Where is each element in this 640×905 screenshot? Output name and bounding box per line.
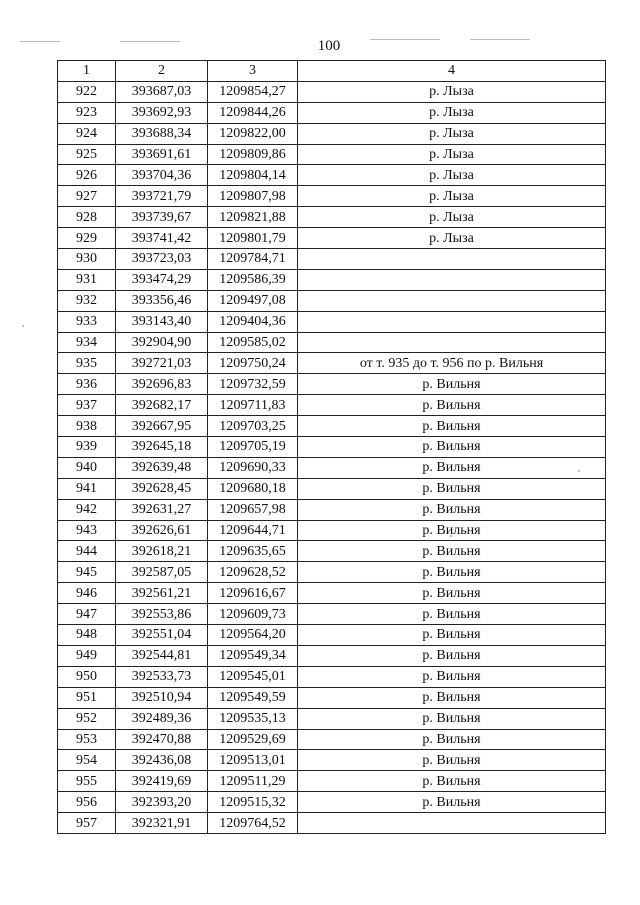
table-row — [58, 186, 606, 207]
y-coordinate-cell: 1209549,34 — [208, 645, 298, 666]
x-coordinate-cell: 393739,67 — [116, 207, 208, 228]
x-coordinate-cell: 392470,88 — [116, 729, 208, 750]
point-number-cell: 923 — [58, 102, 116, 123]
table-row — [58, 792, 606, 813]
y-coordinate-cell: 1209822,00 — [208, 123, 298, 144]
point-number-cell: 933 — [58, 311, 116, 332]
y-coordinate-cell: 1209644,71 — [208, 520, 298, 541]
x-coordinate-cell: 392645,18 — [116, 437, 208, 458]
point-number-cell: 957 — [58, 813, 116, 834]
table-row — [58, 666, 606, 687]
column-header-point: 1 — [58, 61, 116, 82]
point-number-cell: 940 — [58, 457, 116, 478]
y-coordinate-cell: 1209854,27 — [208, 81, 298, 102]
y-coordinate-cell: 1209680,18 — [208, 478, 298, 499]
table-header-row — [58, 61, 606, 82]
point-number-cell: 952 — [58, 708, 116, 729]
y-coordinate-cell: 1209750,24 — [208, 353, 298, 374]
description-cell: р. Лыза — [298, 123, 606, 144]
point-number-cell: 942 — [58, 499, 116, 520]
description-cell: р. Лыза — [298, 228, 606, 249]
description-cell: р. Лыза — [298, 81, 606, 102]
x-coordinate-cell: 392631,27 — [116, 499, 208, 520]
point-number-cell: 951 — [58, 687, 116, 708]
point-number-cell: 956 — [58, 792, 116, 813]
column-header-description: 4 — [298, 61, 606, 82]
table-row — [58, 144, 606, 165]
description-cell — [298, 332, 606, 353]
description-cell — [298, 290, 606, 311]
y-coordinate-cell: 1209705,19 — [208, 437, 298, 458]
table-row — [58, 625, 606, 646]
y-coordinate-cell: 1209515,32 — [208, 792, 298, 813]
table-row — [58, 520, 606, 541]
table-row — [58, 541, 606, 562]
description-cell: р. Вильня — [298, 645, 606, 666]
point-number-cell: 947 — [58, 604, 116, 625]
y-coordinate-cell: 1209804,14 — [208, 165, 298, 186]
table-row — [58, 311, 606, 332]
table-row — [58, 645, 606, 666]
table-row — [58, 687, 606, 708]
point-number-cell: 953 — [58, 729, 116, 750]
y-coordinate-cell: 1209545,01 — [208, 666, 298, 687]
description-cell: р. Лыза — [298, 102, 606, 123]
description-cell: р. Вильня — [298, 750, 606, 771]
point-number-cell: 939 — [58, 437, 116, 458]
y-coordinate-cell: 1209609,73 — [208, 604, 298, 625]
point-number-cell: 938 — [58, 416, 116, 437]
point-number-cell: 944 — [58, 541, 116, 562]
description-cell: р. Вильня — [298, 395, 606, 416]
point-number-cell: 932 — [58, 290, 116, 311]
x-coordinate-cell: 392551,04 — [116, 625, 208, 646]
y-coordinate-cell: 1209801,79 — [208, 228, 298, 249]
point-number-cell: 936 — [58, 374, 116, 395]
x-coordinate-cell: 393691,61 — [116, 144, 208, 165]
x-coordinate-cell: 393723,03 — [116, 249, 208, 270]
table-row — [58, 374, 606, 395]
description-cell: р. Вильня — [298, 687, 606, 708]
point-number-cell: 941 — [58, 478, 116, 499]
table-row — [58, 708, 606, 729]
x-coordinate-cell: 392393,20 — [116, 792, 208, 813]
table-row — [58, 416, 606, 437]
table-row — [58, 269, 606, 290]
description-cell: р. Лыза — [298, 207, 606, 228]
point-number-cell: 955 — [58, 771, 116, 792]
x-coordinate-cell: 392904,90 — [116, 332, 208, 353]
x-coordinate-cell: 393688,34 — [116, 123, 208, 144]
description-cell — [298, 269, 606, 290]
table-row — [58, 437, 606, 458]
y-coordinate-cell: 1209732,59 — [208, 374, 298, 395]
description-cell: р. Вильня — [298, 520, 606, 541]
y-coordinate-cell: 1209821,88 — [208, 207, 298, 228]
point-number-cell: 931 — [58, 269, 116, 290]
table-row — [58, 813, 606, 834]
x-coordinate-cell: 392682,17 — [116, 395, 208, 416]
description-cell: р. Вильня — [298, 583, 606, 604]
table-row — [58, 457, 606, 478]
x-coordinate-cell: 392489,36 — [116, 708, 208, 729]
description-cell: р. Лыза — [298, 186, 606, 207]
y-coordinate-cell: 1209513,01 — [208, 750, 298, 771]
y-coordinate-cell: 1209628,52 — [208, 562, 298, 583]
table-row — [58, 499, 606, 520]
x-coordinate-cell: 392533,73 — [116, 666, 208, 687]
table-body — [58, 81, 606, 833]
description-cell: р. Вильня — [298, 792, 606, 813]
coordinates-table — [57, 60, 606, 834]
point-number-cell: 924 — [58, 123, 116, 144]
table-row — [58, 207, 606, 228]
table-row — [58, 165, 606, 186]
description-cell — [298, 813, 606, 834]
table-row — [58, 81, 606, 102]
point-number-cell: 927 — [58, 186, 116, 207]
y-coordinate-cell: 1209549,59 — [208, 687, 298, 708]
y-coordinate-cell: 1209564,20 — [208, 625, 298, 646]
y-coordinate-cell: 1209703,25 — [208, 416, 298, 437]
description-cell: р. Вильня — [298, 625, 606, 646]
point-number-cell: 943 — [58, 520, 116, 541]
x-coordinate-cell: 392626,61 — [116, 520, 208, 541]
table-row — [58, 583, 606, 604]
table-row — [58, 290, 606, 311]
y-coordinate-cell: 1209497,08 — [208, 290, 298, 311]
point-number-cell: 925 — [58, 144, 116, 165]
table-row — [58, 562, 606, 583]
y-coordinate-cell: 1209764,52 — [208, 813, 298, 834]
table-row — [58, 249, 606, 270]
point-number-cell: 929 — [58, 228, 116, 249]
y-coordinate-cell: 1209784,71 — [208, 249, 298, 270]
description-cell — [298, 311, 606, 332]
description-cell: р. Лыза — [298, 144, 606, 165]
x-coordinate-cell: 392553,86 — [116, 604, 208, 625]
point-number-cell: 934 — [58, 332, 116, 353]
point-number-cell: 954 — [58, 750, 116, 771]
description-cell — [298, 249, 606, 270]
x-coordinate-cell: 392587,05 — [116, 562, 208, 583]
description-cell: от т. 935 до т. 956 по р. Вильня — [298, 353, 606, 374]
x-coordinate-cell: 393692,93 — [116, 102, 208, 123]
description-cell: р. Вильня — [298, 437, 606, 458]
table-row — [58, 395, 606, 416]
description-cell: р. Вильня — [298, 708, 606, 729]
x-coordinate-cell: 393356,46 — [116, 290, 208, 311]
point-number-cell: 945 — [58, 562, 116, 583]
description-cell: р. Лыза — [298, 165, 606, 186]
y-coordinate-cell: 1209404,36 — [208, 311, 298, 332]
description-cell: р. Вильня — [298, 771, 606, 792]
table-row — [58, 729, 606, 750]
point-number-cell: 926 — [58, 165, 116, 186]
y-coordinate-cell: 1209635,65 — [208, 541, 298, 562]
description-cell: р. Вильня — [298, 416, 606, 437]
table-row — [58, 353, 606, 374]
y-coordinate-cell: 1209844,26 — [208, 102, 298, 123]
x-coordinate-cell: 393741,42 — [116, 228, 208, 249]
y-coordinate-cell: 1209529,69 — [208, 729, 298, 750]
y-coordinate-cell: 1209711,83 — [208, 395, 298, 416]
description-cell: р. Вильня — [298, 604, 606, 625]
table-row — [58, 750, 606, 771]
x-coordinate-cell: 392639,48 — [116, 457, 208, 478]
description-cell: р. Вильня — [298, 541, 606, 562]
table-row — [58, 604, 606, 625]
point-number-cell: 922 — [58, 81, 116, 102]
point-number-cell: 946 — [58, 583, 116, 604]
column-header-x: 2 — [116, 61, 208, 82]
point-number-cell: 928 — [58, 207, 116, 228]
point-number-cell: 930 — [58, 249, 116, 270]
description-cell: р. Вильня — [298, 729, 606, 750]
x-coordinate-cell: 392561,21 — [116, 583, 208, 604]
x-coordinate-cell: 392618,21 — [116, 541, 208, 562]
point-number-cell: 949 — [58, 645, 116, 666]
scan-artifact — [22, 325, 24, 327]
y-coordinate-cell: 1209657,98 — [208, 499, 298, 520]
x-coordinate-cell: 393687,03 — [116, 81, 208, 102]
description-cell: р. Вильня — [298, 666, 606, 687]
table-row — [58, 478, 606, 499]
x-coordinate-cell: 392419,69 — [116, 771, 208, 792]
x-coordinate-cell: 393474,29 — [116, 269, 208, 290]
x-coordinate-cell: 392696,83 — [116, 374, 208, 395]
x-coordinate-cell: 392544,81 — [116, 645, 208, 666]
point-number-cell: 935 — [58, 353, 116, 374]
table-row — [58, 332, 606, 353]
column-header-y: 3 — [208, 61, 298, 82]
description-cell: р. Вильня — [298, 478, 606, 499]
table-row — [58, 228, 606, 249]
y-coordinate-cell: 1209586,39 — [208, 269, 298, 290]
y-coordinate-cell: 1209535,13 — [208, 708, 298, 729]
x-coordinate-cell: 392628,45 — [116, 478, 208, 499]
y-coordinate-cell: 1209690,33 — [208, 457, 298, 478]
y-coordinate-cell: 1209616,67 — [208, 583, 298, 604]
y-coordinate-cell: 1209585,02 — [208, 332, 298, 353]
y-coordinate-cell: 1209807,98 — [208, 186, 298, 207]
table-row — [58, 771, 606, 792]
point-number-cell: 937 — [58, 395, 116, 416]
point-number-cell: 950 — [58, 666, 116, 687]
page-number: 100 — [317, 38, 341, 54]
x-coordinate-cell: 392667,95 — [116, 416, 208, 437]
y-coordinate-cell: 1209511,29 — [208, 771, 298, 792]
description-cell: р. Вильня — [298, 374, 606, 395]
x-coordinate-cell: 392510,94 — [116, 687, 208, 708]
x-coordinate-cell: 392321,91 — [116, 813, 208, 834]
y-coordinate-cell: 1209809,86 — [208, 144, 298, 165]
x-coordinate-cell: 393721,79 — [116, 186, 208, 207]
description-cell: р. Вильня — [298, 499, 606, 520]
description-cell: р. Вильня — [298, 562, 606, 583]
x-coordinate-cell: 393143,40 — [116, 311, 208, 332]
x-coordinate-cell: 392721,03 — [116, 353, 208, 374]
point-number-cell: 948 — [58, 625, 116, 646]
x-coordinate-cell: 393704,36 — [116, 165, 208, 186]
description-cell: р. Вильня — [298, 457, 606, 478]
x-coordinate-cell: 392436,08 — [116, 750, 208, 771]
table-row — [58, 123, 606, 144]
table-row — [58, 102, 606, 123]
